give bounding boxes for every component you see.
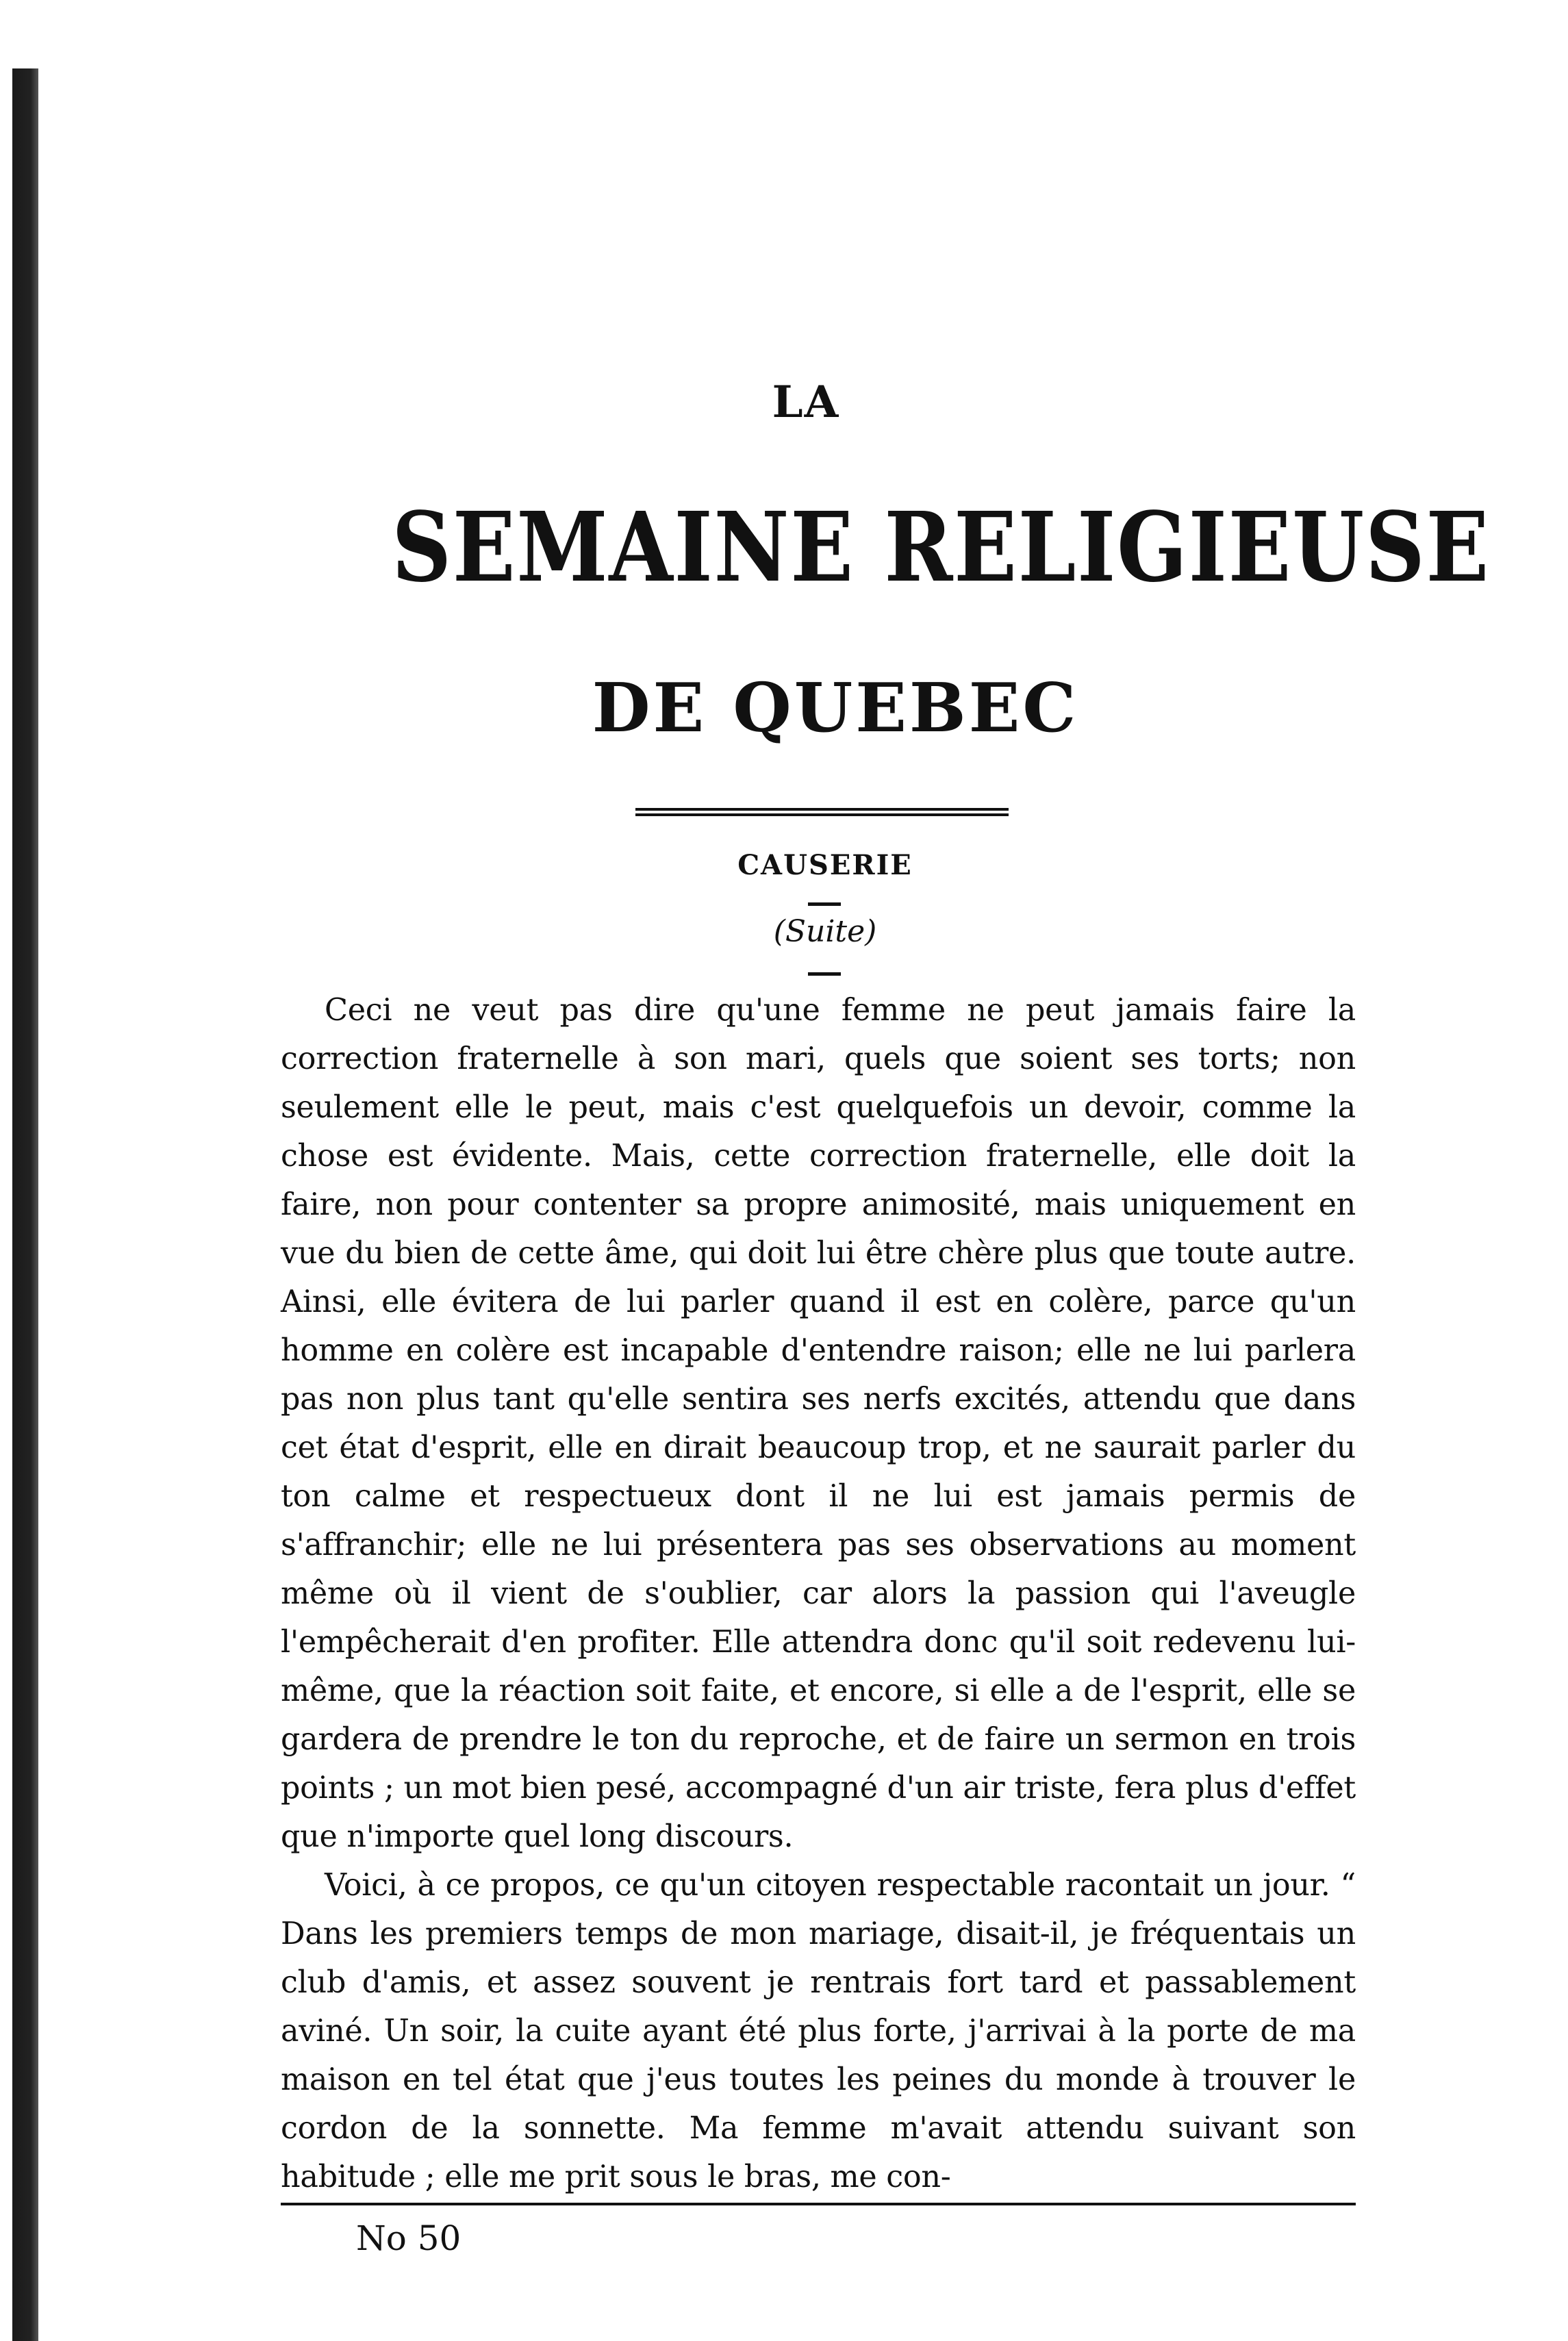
paragraph: Voici, à ce propos, ce qu'un citoyen respectable racontait un jour. “ Dans les premiers temps de mon mariage, disait-il, je fréquentais un club d'amis, et assez souvent je rentrais fort tard et passablement aviné. Un soir, la cuite ayant été plus forte, j'arrivai à la porte de ma maison en tel état que j'eus toutes les peines du monde à trouver le cordon de la sonnette. Ma femme m'avait attendu suivant son habitude ; elle me prit sous le bras, me con- — [281, 1868, 1356, 2194]
footer-rule — [281, 2203, 1356, 2205]
section-dash-bottom — [808, 972, 841, 976]
binding-edge — [12, 68, 38, 2341]
section-dash-top — [808, 902, 841, 906]
masthead-subtitle: DE QUEBEC — [592, 669, 1079, 748]
article-body — [281, 986, 1356, 2201]
issue-number: No 50 — [356, 2218, 461, 2258]
masthead-article: LA — [772, 377, 840, 428]
masthead-title: SEMAINE RELIGIEUSE — [392, 492, 1491, 604]
paragraph: Ceci ne veut pas dire qu'une femme ne peut jamais faire la correction fraternelle à son mari, quels que soient ses torts; non seulement elle le peut, mais c'est quelquefois un devoir, comme la chose est évidente. Mais, cette correction fraternelle, elle doit la faire, non pour contenter sa propre animosité, mais uniquement en vue du bien de cette âme, qui doit lui être chère plus que toute autre. Ainsi, elle évitera de lui parler quand il est en colère, parce qu'un homme en colère est incapable d'entendre raison; elle ne lui parlera pas non plus tant qu'elle sentira ses nerfs excités, attendu que dans cet état d'esprit, elle en dirait beaucoup trop, et ne saurait parler du ton calme et respectueux dont il ne lui est jamais permis de s'affranchir; elle ne lui présentera pas ses observations au moment même où il vient de s'oublier, car alors la passion qui l'aveugle l'empêcherait d'en profiter. Elle attendra donc qu'il soit redevenu lui-même, que la réaction soit faite, et encore, si elle a de l'esprit, elle se gardera de prendre le ton du reproche, et de faire un sermon en trois points ; un mot bien pesé, accompagné d'un air triste, fera plus d'effet que n'importe quel long discours. — [281, 993, 1356, 1854]
masthead-double-rule — [635, 808, 1009, 816]
section-title: CAUSERIE — [737, 849, 913, 881]
section-continued-label: (Suite) — [773, 914, 877, 949]
